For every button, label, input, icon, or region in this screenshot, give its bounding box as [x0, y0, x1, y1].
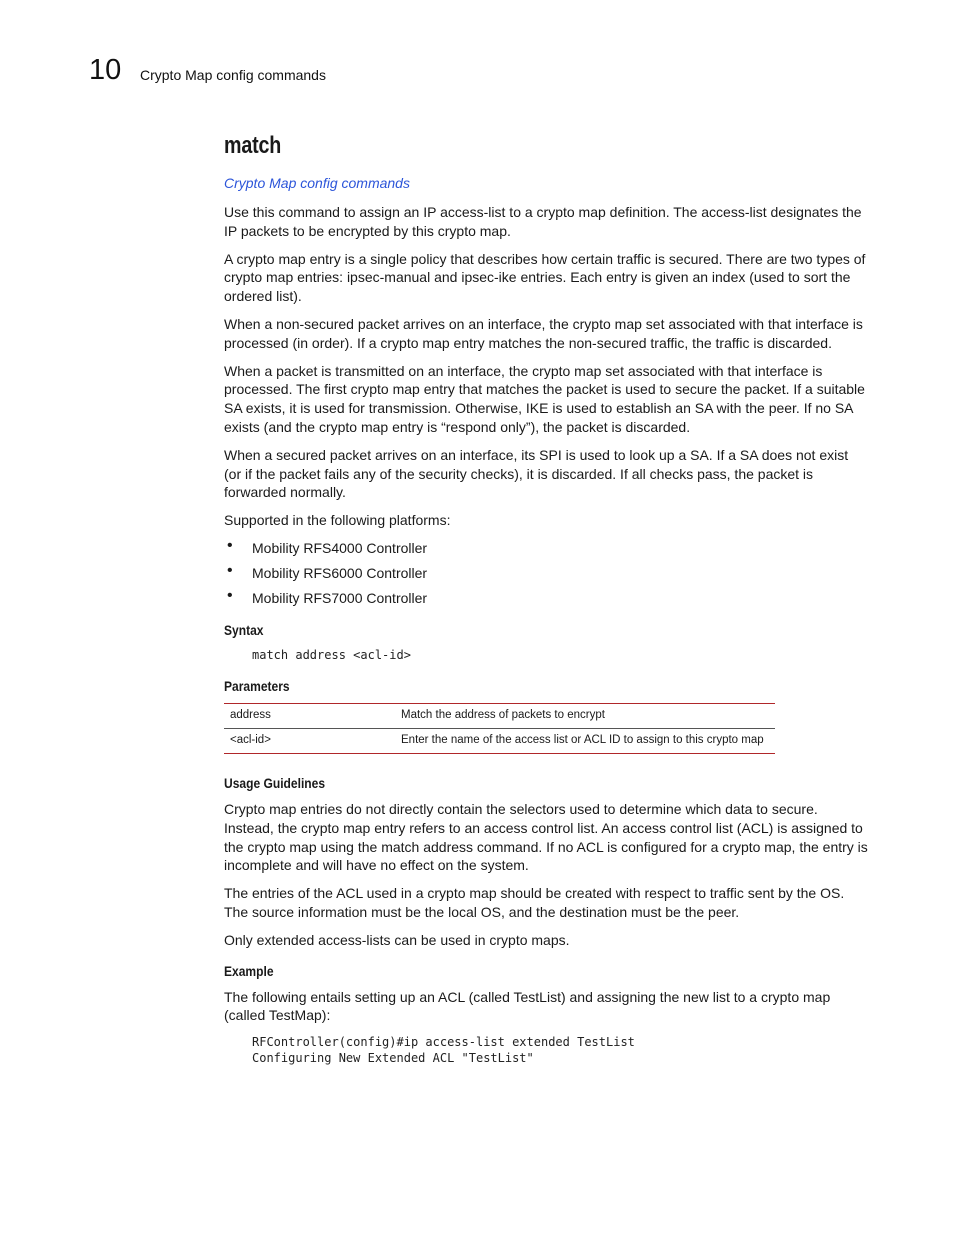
parameters-heading: Parameters	[224, 677, 290, 694]
parameters-table	[224, 703, 775, 754]
platforms-intro: Supported in the following platforms:	[224, 512, 451, 529]
bullet-icon: •	[227, 536, 233, 554]
intro-paragraph: A crypto map entry is a single policy that describes how certain traffic is secured. There are two types of crypto map entries: ipsec-manual and ipsec-ike entries. Each entry is given an index (used to sort the ordered list).	[224, 250, 866, 305]
usage-heading: Usage Guidelines	[224, 774, 326, 791]
table-row	[224, 728, 775, 753]
example-paragraph: The following entails setting up an ACL (called TestList) and assigning the new list to a crypto map (called TestMap):	[224, 988, 831, 1024]
table-row	[224, 703, 775, 728]
section-title: match	[224, 132, 282, 159]
param-description: Match the address of packets to encrypt	[395, 703, 775, 728]
list-item	[224, 536, 869, 557]
syntax-heading: Syntax	[224, 621, 264, 638]
bullet-icon: •	[227, 561, 233, 579]
intro-paragraph: When a secured packet arrives on an interface, its SPI is used to look up a SA. If a SA does not exist (or if the packet fails any of the security checks), it is discarded. If all checks pass, the packet is forwarded normally.	[224, 446, 849, 501]
platform-label: Mobility RFS4000 Controller	[252, 539, 428, 556]
code-line: Configuring New Extended ACL "TestList"	[252, 1051, 534, 1066]
list-item	[224, 586, 869, 607]
param-name: <acl-id>	[224, 728, 395, 753]
chapter-number: 10	[89, 54, 122, 86]
usage-paragraph: The entries of the ACL used in a crypto map should be created with respect to traffic sent by the OS. The source information must be the local OS, and the destination must be the peer.	[224, 885, 845, 920]
platform-label: Mobility RFS6000 Controller	[252, 564, 428, 581]
usage-paragraph: Only extended access-lists can be used in crypto maps.	[224, 931, 570, 948]
syntax-code: match address <acl-id>	[252, 647, 411, 662]
code-line: RFController(config)#ip access-list extended TestList	[252, 1035, 635, 1050]
example-code	[252, 1034, 869, 1066]
platform-list	[224, 536, 869, 607]
param-name: address	[224, 703, 395, 728]
list-item	[224, 561, 869, 582]
crypto-map-commands-link[interactable]: Crypto Map config commands	[224, 175, 410, 191]
intro-paragraph: When a packet is transmitted on an interface, the crypto map set associated with that interface is processed. The first crypto map entry that matches the packet is used to secure the packet. If a suitable SA exists, it is used for transmission. Otherwise, IKE is used to establish an SA with the peer. If no SA exists (and the crypto map entry is “respond only”), the packet is discarded.	[224, 362, 865, 435]
example-heading: Example	[224, 962, 274, 979]
intro-paragraph: When a non-secured packet arrives on an interface, the crypto map set associated with that interface is processed (in order). If a crypto map entry matches the non-secured traffic, the traffic is discarded.	[224, 315, 863, 351]
page-content	[224, 130, 869, 1080]
param-description: Enter the name of the access list or ACL ID to assign to this crypto map	[395, 728, 775, 753]
chapter-title: Crypto Map config commands	[140, 67, 326, 83]
usage-paragraph: Crypto map entries do not directly contain the selectors used to determine which data to secure. Instead, the crypto map entry refers to an access control list. An access control list (ACL) is assigned to the crypto map using the match address command. If no ACL is configured for a crypto map, the entry is incomplete and will have no effect on the system.	[224, 800, 868, 874]
bullet-icon: •	[227, 586, 233, 604]
intro-paragraph: Use this command to assign an IP access-list to a crypto map definition. The access-list designates the IP packets to be encrypted by this crypto map.	[224, 204, 862, 239]
platform-label: Mobility RFS7000 Controller	[252, 589, 428, 606]
